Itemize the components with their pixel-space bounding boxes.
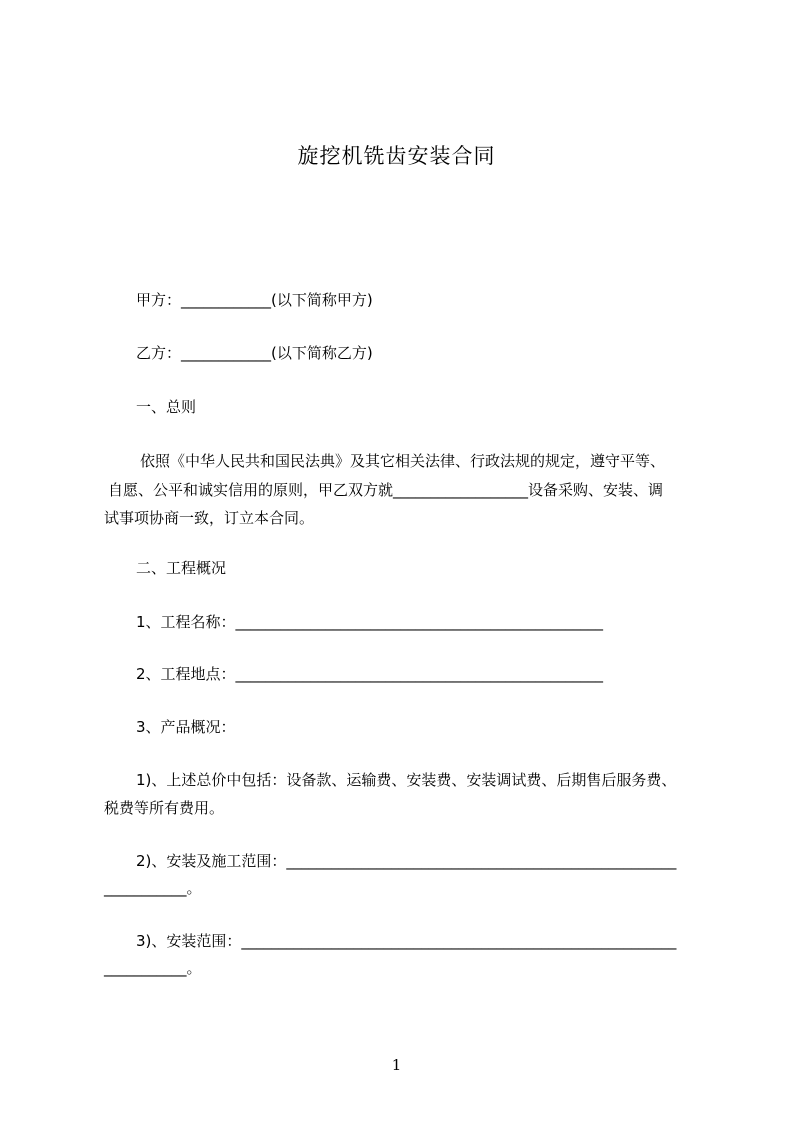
product-overview-line: 3、产品概况： bbox=[136, 718, 236, 736]
party-a-line: 甲方：____________(以下简称甲方) bbox=[136, 291, 373, 309]
item2-line2: ___________。 bbox=[104, 879, 202, 897]
section1-paragraph-line1: 依照《中华人民共和国民法典》及其它相关法律、行政法规的规定，遵守平等、 bbox=[140, 452, 666, 470]
section1-heading: 一、总则 bbox=[136, 398, 197, 416]
project-location-line: 2、工程地点：_________________________________________________ bbox=[136, 665, 604, 683]
item1-line1: 1)、上述总价中包括：设备款、运输费、安装费、安装调试费、后期售后服务费、 bbox=[136, 771, 677, 789]
project-name-line: 1、工程名称：_________________________________________________ bbox=[136, 613, 604, 631]
page-number: 1 bbox=[391, 1056, 402, 1074]
item3-line1: 3)、安装范围：__________________________________________________________ bbox=[136, 932, 677, 950]
item2-line1: 2)、安装及施工范围：____________________________________________________ bbox=[136, 852, 677, 870]
section2-heading: 二、工程概况 bbox=[136, 559, 227, 577]
item3-line2: ___________。 bbox=[104, 959, 202, 977]
party-b-line: 乙方：____________(以下简称乙方) bbox=[136, 344, 373, 362]
document-title: 旋挖机铣齿安装合同 bbox=[297, 144, 496, 168]
section1-paragraph-line3: 试事项协商一致，订立本合同。 bbox=[104, 509, 315, 527]
section1-paragraph-line2: 自愿、公平和诚实信用的原则，甲乙双方就__________________设备采购、安装、调 bbox=[108, 481, 664, 499]
item1-line2: 税费等所有费用。 bbox=[104, 799, 225, 817]
